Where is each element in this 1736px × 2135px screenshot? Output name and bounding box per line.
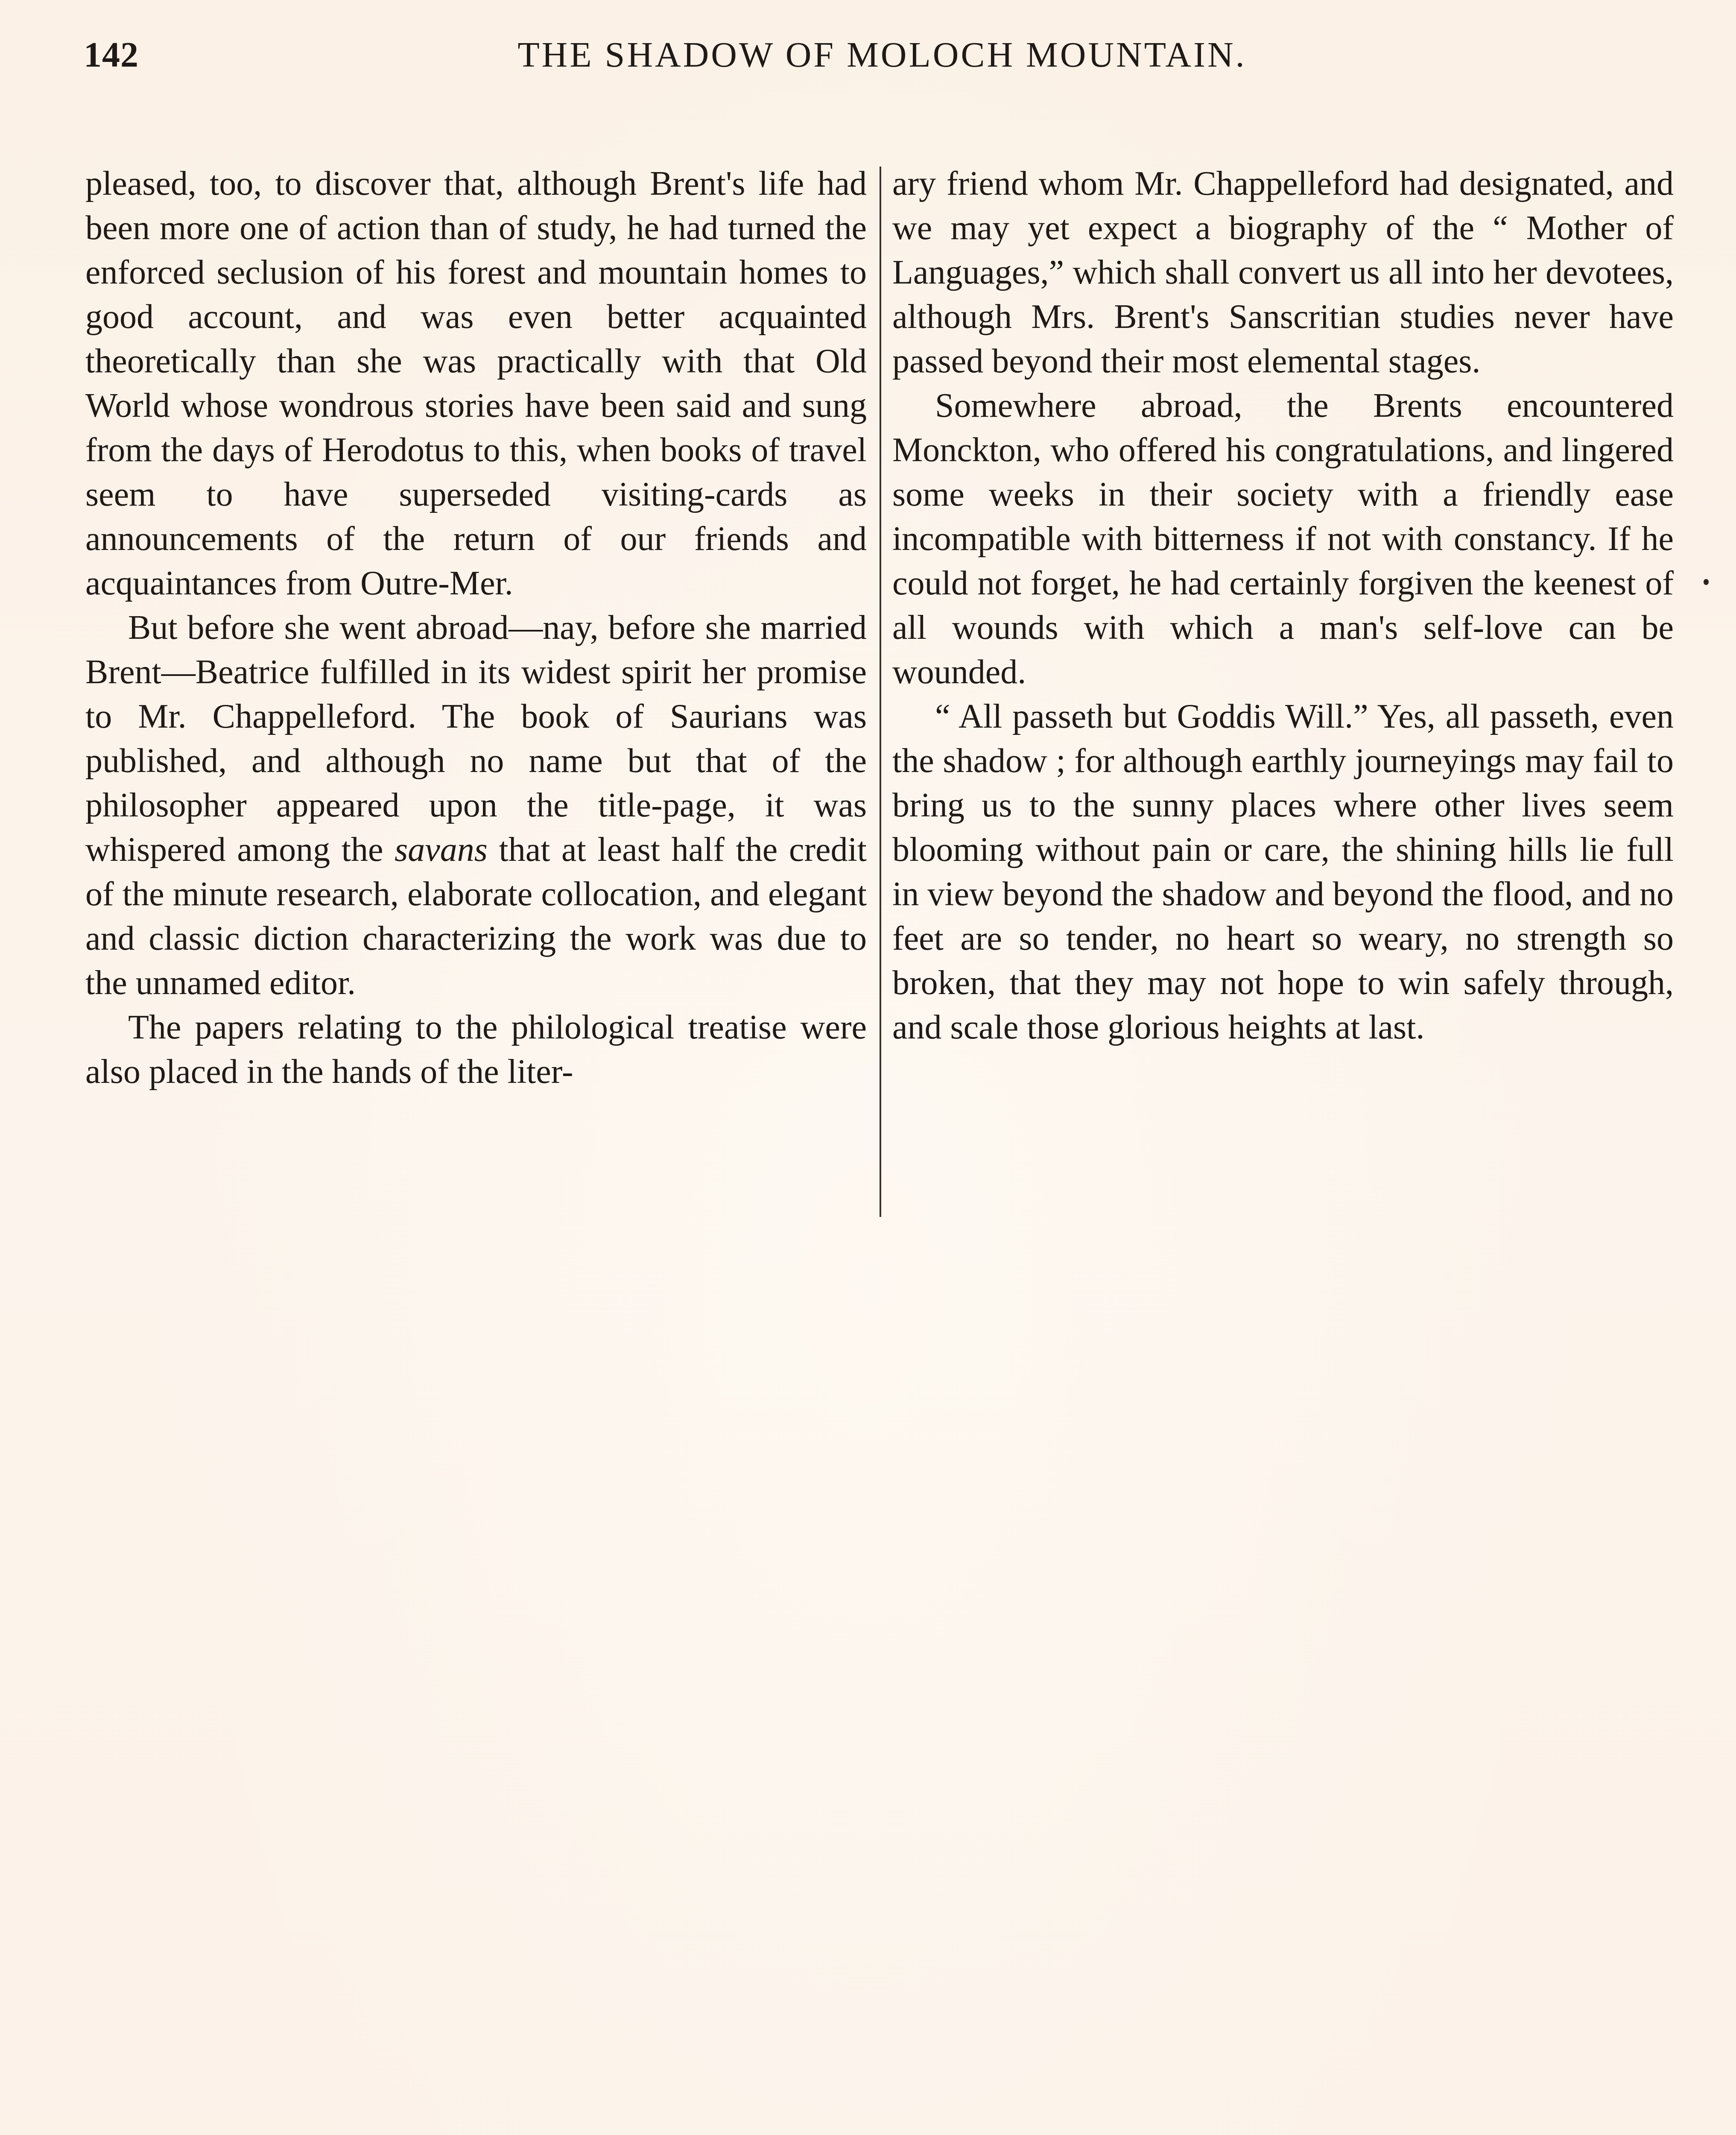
left-paragraph-3: The papers relating to the philological treatise were also placed in the hands of the liter- xyxy=(85,1009,867,1091)
left-paragraph-1: pleased, too, to discover that, although Brent's life had been more one of action than of study, he had turned the enforced seclusion of his forest and mountain homes to good account, and was even better acquainted theoretically than she was practically with that Old World whose wondrous stories have been said and sung from the days of Herodotus to this, when books of travel seem to have superseded visiting-cards as announcements of the return of our friends and acquaintances from Outre-Mer. xyxy=(85,165,867,602)
italic-word-savans: savans xyxy=(395,831,488,869)
right-paragraph-2: Somewhere abroad, the Brents encountered Monckton, who offered his congratulations, and lingered some weeks in their society with a friendly ease incompatible with bitterness if not with constancy. If he could not forget, he had certainly forgiven the keenest of all wounds with which a man's self-love can be wounded. xyxy=(892,387,1674,691)
left-paragraph-2-text-after: that at least half the credit of the minute research, elaborate collocation, and elegant and classic diction characterizing the work was due to the unnamed editor. xyxy=(85,831,867,1002)
right-column xyxy=(892,161,1674,1050)
left-paragraph-2 xyxy=(85,605,867,1005)
ink-speck xyxy=(1704,579,1709,585)
running-title: THE SHADOW OF MOLOCH MOUNTAIN. xyxy=(517,35,1247,75)
right-paragraph-3: “ All passeth but Goddis Will.” Yes, all passeth, even the shadow ; for although earthly journeyings may fail to bring us to the sunny places where other lives seem blooming without pain or care, the shining hills lie full in view beyond the shadow and beyond the flood, and no feet are so tender, no heart so weary, no strength so broken, that they may not hope to win safely through, and scale those glorious heights at last. xyxy=(892,698,1674,1046)
right-paragraph-1: ary friend whom Mr. Chappelleford had designated, and we may yet expect a biography of the “ Mother of Languages,” which shall convert us all into her devotees, although Mrs. Brent's Sanscritian studies never have passed beyond their most elemental stages. xyxy=(892,165,1674,380)
left-column xyxy=(85,161,867,1094)
page-header xyxy=(84,34,1680,81)
page-number: 142 xyxy=(84,35,139,75)
left-paragraph-2-text-before: But before she went abroad—nay, before she married Brent—Beatrice fulfilled in its widest spirit her promise to Mr. Chappelleford. The book of Saurians was published, and although no name but that of the philosopher appeared upon the title-page, it was whispered among the xyxy=(85,609,867,869)
column-divider xyxy=(880,167,881,1217)
